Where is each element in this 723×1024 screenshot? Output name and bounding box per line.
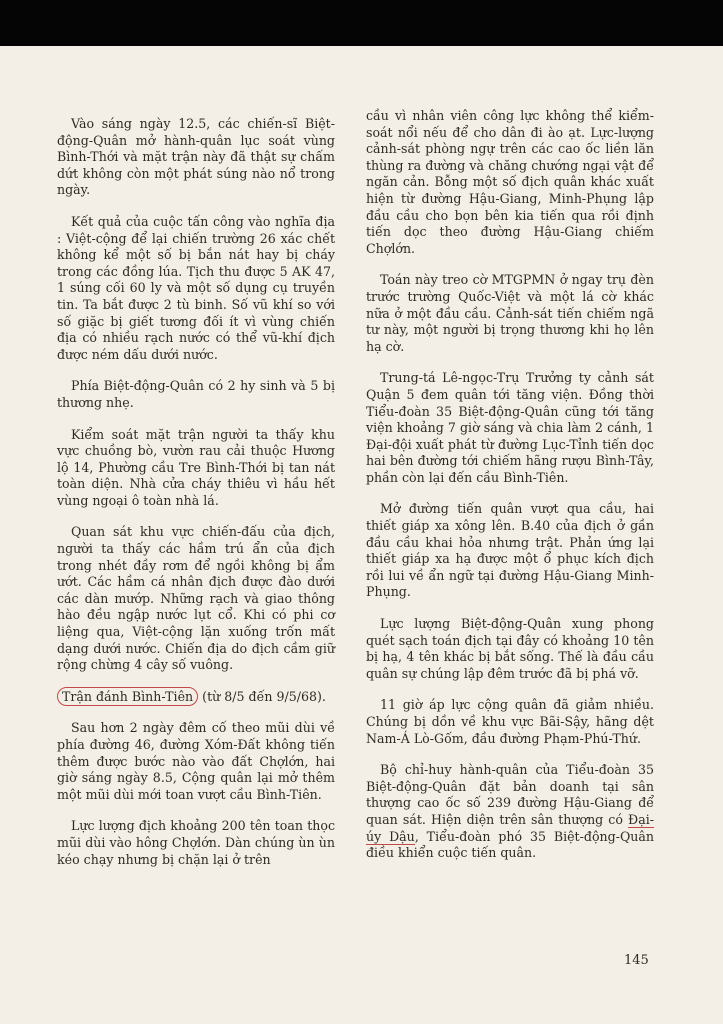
- top-black-border: [0, 0, 723, 46]
- paragraph: cầu vì nhân viên công lực không thể kiểm-soát nổi nếu để cho dân đi ào ạt. Lực-lượng cảnh-sát phòng ngự trên các cao ốc liền lăn thùng ra đường và chăng chướng ngại vật để ngăn cản. Bỗng một số địch quân khác xuất hiện từ đường Hậu-Giang, Minh-Phụng lập đầu cầu cho bọn bên kia tiến qua rồi định tiến dọc theo đường Hậu-Giang chiếm Chợlớn.: [366, 108, 654, 256]
- officer-name: Đại-úy Dậu: [366, 811, 654, 844]
- left-column: [57, 116, 335, 883]
- section-heading-paragraph: [57, 689, 335, 706]
- paragraph: 11 giờ áp lực cộng quân đã giảm nhiều. Chúng bị dồn về khu vực Bãi-Sậy, hãng dệt Nam-Á Lò-Gốm, đầu đường Phạm-Phú-Thứ.: [366, 697, 654, 746]
- paragraph: Kiểm soát mặt trận người ta thấy khu vực chuồng bò, vườn rau cải thuộc Hương lộ 14, Phường cầu Tre Bình-Thới bị tan nát toàn diện. Nhà cửa cháy thiêu vì hầu hết vùng ngoại ô toàn nhà lá.: [57, 426, 335, 508]
- paragraph: Toán này treo cờ MTGPMN ở ngay trụ đèn trước trường Quốc-Việt và một lá cờ khác nữa ở một đầu cầu. Cảnh-sát tiến chiếm ngã tư này, một người bị trọng thương khi họ lên hạ cờ.: [366, 272, 654, 354]
- paragraph: Mở đường tiến quân vượt qua cầu, hai thiết giáp xa xông lên. B.40 của địch ở gần đầu cầu khai hỏa nhưng trật. Phản ứng lại thiết giáp xa hạ được một ổ phục kích địch rồi lui về ẩn ngữ tại đường Hậu-Giang Minh-Phụng.: [366, 501, 654, 600]
- right-column: [366, 108, 654, 877]
- paragraph: Lực lượng địch khoảng 200 tên toan thọc mũi dùi vào hông Chợlớn. Dàn chúng ùn ùn kéo chạy nhưng bị chặn lại ở trên: [57, 818, 335, 867]
- section-dates: (từ 8/5 đến 9/5/68).: [202, 688, 326, 704]
- page-number: 145: [624, 953, 649, 968]
- paragraph: Kết quả của cuộc tấn công vào nghĩa địa : Việt-cộng để lại chiến trường 26 xác chết không kể một số bị bắn nát hay bị cháy trong các đồng lúa. Tịch thu được 5 AK 47, 1 súng cối 60 ly và một số dụng cụ truyền tin. Ta bắt được 2 tù binh. Số vũ khí so với số giặc bị giết tương đối ít vì vùng chiến địa có nhiều rạch nước có thể vũ-khí địch được ném dấu dưới nước.: [57, 213, 335, 362]
- paragraph: Lực lượng Biệt-động-Quân xung phong quét sạch toán địch tại đây có khoảng 10 tên bị hạ, 4 tên khác bị bắt sống. Thế là đầu cầu quân sự chúng lập đêm trước đã bị phá vỡ.: [366, 616, 654, 681]
- paragraph: Quan sát khu vực chiến-đấu của địch, người ta thấy các hầm trú ẩn của địch trong nhét đầy rơm để ngồi không bị ẩm ướt. Các hầm cá nhân địch được đào dưới các dàn mướp. Những rạch và giao thông hào đều ngập nước lụt cổ. Khi có phi cơ liệng qua, Việt-cộng lặn xuống trốn mất dạng dưới nước. Chiến địa do địch cầm giữ rộng chừng 4 cây số vuông.: [57, 524, 335, 673]
- paragraph-end: , Tiểu-đoàn phó 35 Biệt-động-Quân điều khiển cuộc tiến quân.: [366, 828, 655, 861]
- paragraph: Vào sáng ngày 12.5, các chiến-sĩ Biệt-động-Quân mở hành-quân lục soát vùng Bình-Thới và mặt trận này đã thật sự chấm dứt không còn một phát súng nào nổ trong ngày.: [57, 116, 335, 198]
- paragraph: [366, 762, 654, 862]
- paragraph: Sau hơn 2 ngày đêm cố theo mũi dùi về phía đường 46, đường Xóm-Đất không tiến thêm được bước nào vào đất Chợlớn, hai giờ sáng ngày 8.5, Cộng quân lại mở thêm một mũi dùi mới toan vượt cầu Bình-Tiên.: [57, 720, 335, 802]
- paragraph-start: Bộ chỉ-huy hành-quân của Tiểu-đoàn 35 Biệt-động-Quân đặt bản doanh tại sân thượng cao ốc số 239 đường Hậu-Giang để quan sát. Hiện diện trên sân thượng có: [366, 762, 654, 827]
- paragraph: Phía Biệt-động-Quân có 2 hy sinh và 5 bị thương nhẹ.: [57, 378, 335, 410]
- section-heading: Trận đánh Bình-Tiên: [57, 687, 198, 706]
- paragraph: Trung-tá Lê-ngọc-Trụ Trưởng ty cảnh sát Quận 5 đem quân tới tăng viện. Đồng thời Tiểu-đoàn 35 Biệt-động-Quân cũng tới tăng viện khoảng 7 giờ sáng và chia làm 2 cánh, 1 Đại-đội xuất phát từ đường Lục-Tỉnh tiến dọc hai bên đường tới chiếm hãng rượu Bình-Tây, phần còn lại đến cầu Bình-Tiên.: [366, 370, 654, 485]
